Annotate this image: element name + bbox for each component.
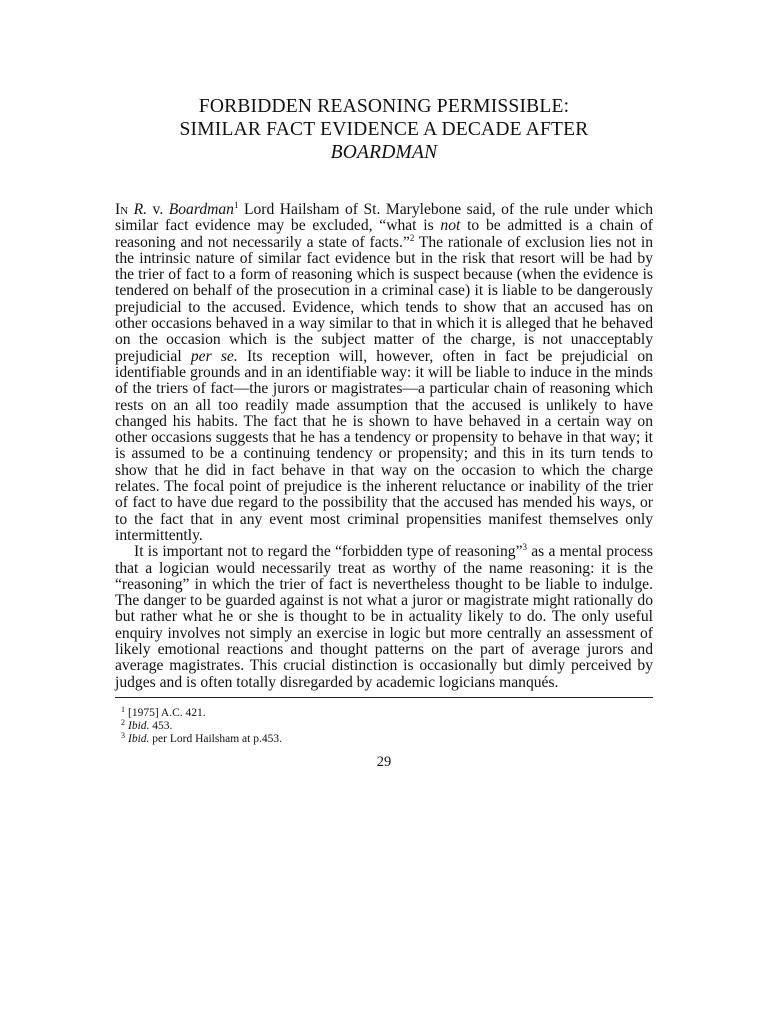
footnote-marker: 3	[121, 730, 125, 740]
paragraph-2	[115, 544, 653, 691]
title-line-3: BOARDMAN	[330, 142, 438, 163]
footnote-2	[115, 717, 653, 733]
article-body	[115, 202, 653, 691]
footnote-italic: Ibid.	[128, 719, 150, 732]
paragraph-1	[115, 202, 653, 544]
footnote-ref-1: 1	[233, 200, 239, 210]
footnote-1	[115, 704, 653, 720]
paragraph-1-text-c: The rationale of exclusion lies not in the intrinsic nature of similar fact evidence but in the risk that resort will be had by the trier of fact to a form of reasoning which is suspect because (when the evidence is tendered on behalf of the prosecution in a criminal case) it is liable to be dangerously prejudicial to the accused. Evidence, which tends to show that an accused has on other occasions behaved in a way similar to that in which it is alleged that he behaved on the occasion which is the subject matter of the charge, is not unacceptably prejudicial	[115, 233, 654, 365]
footnote-divider	[115, 697, 653, 698]
title-line-2: SIMILAR FACT EVIDENCE A DECADE AFTER	[179, 119, 589, 140]
case-r: R.	[133, 201, 148, 218]
article-page	[115, 95, 653, 771]
emphasis-not: not	[440, 217, 461, 235]
paragraph-2-text-a: It is important not to regard the “forbidden type of reasoning”	[134, 543, 523, 561]
footnote-3	[115, 730, 653, 746]
footnotes	[115, 704, 653, 746]
case-v: v.	[147, 201, 169, 218]
paragraph-2-text-b: as a mental process that a logician would necessarily treat as worthy of the name reasoning: it is the “reasoning” in which the trier of fact is nevertheless thought to be liable to indulge. The danger to be guarded against is not what a juror or magistrate might rationally do but rather what he or she is thought to be in actuality likely to do. The only useful enquiry involves not simply an exercise in logic but more centrally an assessment of likely emotional reactions and thought patterns on the part of average jurors and average magistrates. This crucial distinction is occasionally but dimly perceived by judges and is often totally disregarded by academic logicians manqués.	[115, 543, 653, 691]
paragraph-1-text-d: Its reception will, however, often in fact be prejudicial on identifiable grounds and in an identifiable way: it will be liable to induce in the minds of the triers of fact—the jurors or magistrates—a particular chain of reasoning which rests on an all too readily made assumption that the accused is unlikely to have changed his habits. The fact that he is shown to have behaved in a certain way on other occasions suggests that he has a tendency or propensity to behave in that way; it is assumed to be a continuing tendency or propensity; and this in its turn tends to show that he did in fact behave in that way on the occasion to which the charge relates. The focal point of prejudice is the inherent reluctance or inability of the trier of fact to have due regard to the possibility that the accused has mended his ways, or to the fact that in any event most criminal propensities manifest themselves only intermittently.	[115, 347, 653, 544]
lead-in: In	[115, 201, 129, 218]
footnote-text: 453.	[149, 719, 173, 732]
page-number: 29	[376, 753, 392, 770]
footnote-text: [1975] A.C. 421.	[128, 706, 206, 719]
footnote-marker: 1	[121, 704, 125, 714]
article-title	[115, 95, 653, 164]
footnote-text: per Lord Hailsham at p.453.	[149, 732, 282, 745]
emphasis-per-se: per se.	[190, 347, 238, 365]
title-line-1: FORBIDDEN REASONING PERMISSIBLE:	[198, 96, 570, 117]
case-name: Boardman	[168, 201, 234, 218]
paragraph-1-text-a: Lord Hailsham of St. Marylebone said, of the rule under which similar fact evidence may be excluded, “what is	[115, 201, 654, 235]
footnote-ref-2: 2	[409, 232, 415, 243]
paragraph-1-text-b: to be admitted is a chain of reasoning and not necessarily a state of facts.”	[115, 217, 653, 251]
footnote-ref-3: 3	[522, 542, 528, 553]
footnote-marker: 2	[121, 717, 125, 727]
footnote-italic: Ibid.	[128, 732, 150, 745]
